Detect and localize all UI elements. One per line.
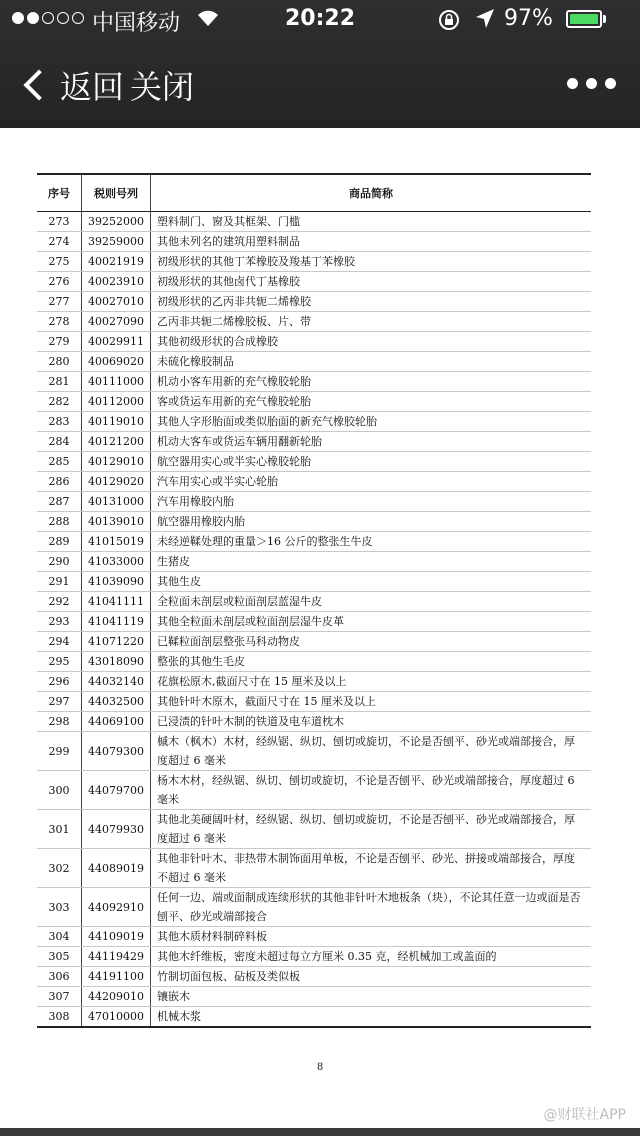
more-options-button[interactable] bbox=[567, 78, 616, 89]
page-number: 8 bbox=[316, 1062, 324, 1073]
cell-seq: 298 bbox=[37, 712, 82, 732]
cell-seq: 283 bbox=[37, 412, 82, 432]
table-row bbox=[37, 432, 591, 452]
table-row bbox=[37, 272, 591, 292]
cell-name: 其他木质材料制碎料板 bbox=[151, 927, 592, 947]
table-row bbox=[37, 292, 591, 312]
bottom-bar bbox=[0, 1128, 640, 1136]
carrier-name: 中国移动 bbox=[92, 11, 181, 36]
table-row bbox=[37, 672, 591, 692]
cell-name: 其他初级形状的合成橡胶 bbox=[151, 332, 592, 352]
cell-name: 机动小客车用新的充气橡胶轮胎 bbox=[151, 372, 592, 392]
cell-code: 40139010 bbox=[82, 512, 151, 532]
table-row bbox=[37, 512, 591, 532]
table-row bbox=[37, 392, 591, 412]
cell-code: 44079930 bbox=[82, 810, 151, 849]
table-row bbox=[37, 352, 591, 372]
cell-code: 44209010 bbox=[82, 987, 151, 1007]
cell-code: 40021919 bbox=[82, 252, 151, 272]
cell-seq: 277 bbox=[37, 292, 82, 312]
cell-name: 汽车用橡胶内胎 bbox=[151, 492, 592, 512]
cell-name: 其他生皮 bbox=[151, 572, 592, 592]
document-page bbox=[37, 173, 591, 1028]
cell-seq: 307 bbox=[37, 987, 82, 1007]
cell-name: 未硫化橡胶制品 bbox=[151, 352, 592, 372]
table-row bbox=[37, 332, 591, 352]
cell-seq: 303 bbox=[37, 888, 82, 927]
cell-code: 41041119 bbox=[82, 612, 151, 632]
table-row bbox=[37, 372, 591, 392]
table-row bbox=[37, 771, 591, 810]
cell-code: 44069100 bbox=[82, 712, 151, 732]
cell-seq: 288 bbox=[37, 512, 82, 532]
cell-seq: 274 bbox=[37, 232, 82, 252]
cell-code: 40027010 bbox=[82, 292, 151, 312]
cell-code: 39259000 bbox=[82, 232, 151, 252]
table-row bbox=[37, 967, 591, 987]
table-row bbox=[37, 612, 591, 632]
cell-name: 竹制切面包板、砧板及类似板 bbox=[151, 967, 592, 987]
status-time: 20:22 bbox=[284, 6, 356, 31]
cell-code: 40029911 bbox=[82, 332, 151, 352]
chevron-left-icon bbox=[23, 69, 54, 100]
table-row bbox=[37, 652, 591, 672]
cell-name: 花旗松原木,截面尺寸在 15 厘米及以上 bbox=[151, 672, 592, 692]
location-arrow-icon bbox=[474, 6, 496, 38]
cell-seq: 278 bbox=[37, 312, 82, 332]
cell-code: 40121200 bbox=[82, 432, 151, 452]
cell-seq: 275 bbox=[37, 252, 82, 272]
table-header-row bbox=[37, 174, 591, 212]
cell-code: 41071220 bbox=[82, 632, 151, 652]
header-product-name: 商品简称 bbox=[151, 174, 592, 212]
cell-code: 44079700 bbox=[82, 771, 151, 810]
table-row bbox=[37, 552, 591, 572]
cell-name: 其他木纤维板，密度未超过每立方厘米 0.35 克，经机械加工或盖面的 bbox=[151, 947, 592, 967]
cell-code: 44089019 bbox=[82, 849, 151, 888]
status-bar bbox=[0, 0, 640, 40]
table-row bbox=[37, 232, 591, 252]
cell-seq: 304 bbox=[37, 927, 82, 947]
cell-name: 整张的其他生毛皮 bbox=[151, 652, 592, 672]
cell-seq: 302 bbox=[37, 849, 82, 888]
back-button[interactable] bbox=[18, 62, 124, 108]
table-row bbox=[37, 532, 591, 552]
cell-name: 初级形状的乙丙非共轭二烯橡胶 bbox=[151, 292, 592, 312]
cell-code: 40129010 bbox=[82, 452, 151, 472]
cell-seq: 273 bbox=[37, 212, 82, 232]
cell-name: 镶嵌木 bbox=[151, 987, 592, 1007]
cell-seq: 282 bbox=[37, 392, 82, 412]
cell-seq: 295 bbox=[37, 652, 82, 672]
cell-code: 43018090 bbox=[82, 652, 151, 672]
table-row bbox=[37, 472, 591, 492]
cell-name: 任何一边、端或面制成连续形状的其他非针叶木地板条（块），不论其任意一边或面是否刨平、砂光或端部接合 bbox=[151, 888, 592, 927]
cell-name: 客或货运车用新的充气橡胶轮胎 bbox=[151, 392, 592, 412]
app-header bbox=[0, 0, 640, 128]
cell-code: 44032140 bbox=[82, 672, 151, 692]
cell-code: 41015019 bbox=[82, 532, 151, 552]
table-body bbox=[37, 212, 591, 1028]
table-row bbox=[37, 632, 591, 652]
cell-code: 41039090 bbox=[82, 572, 151, 592]
table-row bbox=[37, 492, 591, 512]
cell-seq: 300 bbox=[37, 771, 82, 810]
cell-code: 44191100 bbox=[82, 967, 151, 987]
cell-seq: 284 bbox=[37, 432, 82, 452]
cell-seq: 276 bbox=[37, 272, 82, 292]
cell-name: 塑料制门、窗及其框架、门槛 bbox=[151, 212, 592, 232]
table-row bbox=[37, 252, 591, 272]
cell-name: 其他未列名的建筑用塑料制品 bbox=[151, 232, 592, 252]
header-seq: 序号 bbox=[37, 174, 82, 212]
cell-code: 47010000 bbox=[82, 1007, 151, 1028]
cell-seq: 296 bbox=[37, 672, 82, 692]
cell-name: 航空器用橡胶内胎 bbox=[151, 512, 592, 532]
table-row bbox=[37, 692, 591, 712]
cell-seq: 281 bbox=[37, 372, 82, 392]
table-row bbox=[37, 412, 591, 432]
cell-seq: 299 bbox=[37, 732, 82, 771]
cell-seq: 290 bbox=[37, 552, 82, 572]
cell-code: 40069020 bbox=[82, 352, 151, 372]
header-tariff-code: 税则号列 bbox=[82, 174, 151, 212]
cell-seq: 286 bbox=[37, 472, 82, 492]
cell-code: 44109019 bbox=[82, 927, 151, 947]
cell-name: 航空器用实心或半实心橡胶轮胎 bbox=[151, 452, 592, 472]
cell-seq: 287 bbox=[37, 492, 82, 512]
battery-icon bbox=[566, 10, 602, 28]
cell-code: 41041111 bbox=[82, 592, 151, 612]
cell-name: 已浸渍的针叶木制的铁道及电车道枕木 bbox=[151, 712, 592, 732]
cell-code: 44119429 bbox=[82, 947, 151, 967]
cell-name: 机械木浆 bbox=[151, 1007, 592, 1028]
cell-name: 机动大客车或货运车辆用翻新轮胎 bbox=[151, 432, 592, 452]
cell-name: 初级形状的其他卤代丁基橡胶 bbox=[151, 272, 592, 292]
cell-code: 39252000 bbox=[82, 212, 151, 232]
nav-bar bbox=[0, 40, 640, 128]
cell-code: 44032500 bbox=[82, 692, 151, 712]
cell-code: 40119010 bbox=[82, 412, 151, 432]
cell-name: 汽车用实心或半实心轮胎 bbox=[151, 472, 592, 492]
cell-code: 44092910 bbox=[82, 888, 151, 927]
cell-seq: 301 bbox=[37, 810, 82, 849]
battery-percent: 97% bbox=[504, 6, 553, 31]
cell-name: 未经逆鞣处理的重量＞16 公斤的整张生牛皮 bbox=[151, 532, 592, 552]
watermark: @财联社APP bbox=[543, 1107, 626, 1123]
cell-code: 40131000 bbox=[82, 492, 151, 512]
cell-name: 杨木木材，经纵锯、纵切、刨切或旋切，不论是否刨平、砂光或端部接合，厚度超过 6 毫米 bbox=[151, 771, 592, 810]
cell-name: 其他北美硬阔叶材，经纵锯、纵切、刨切或旋切，不论是否刨平、砂光或端部接合，厚度超过 6 毫米 bbox=[151, 810, 592, 849]
table-row bbox=[37, 452, 591, 472]
cell-code: 40112000 bbox=[82, 392, 151, 412]
cell-code: 40023910 bbox=[82, 272, 151, 292]
cell-name: 其他全粒面未剖层或粒面剖层湿牛皮革 bbox=[151, 612, 592, 632]
cell-seq: 285 bbox=[37, 452, 82, 472]
table-row bbox=[37, 712, 591, 732]
table-row bbox=[37, 987, 591, 1007]
cell-code: 41033000 bbox=[82, 552, 151, 572]
cell-name: 已鞣粒面剖层整张马科动物皮 bbox=[151, 632, 592, 652]
cell-seq: 279 bbox=[37, 332, 82, 352]
cell-name: 生猪皮 bbox=[151, 552, 592, 572]
cell-seq: 308 bbox=[37, 1007, 82, 1028]
table-row bbox=[37, 212, 591, 232]
table-row bbox=[37, 732, 591, 771]
cell-name: 全粒面未剖层或粒面剖层蓝湿牛皮 bbox=[151, 592, 592, 612]
back-label: 返回 bbox=[60, 68, 125, 106]
close-button[interactable]: 关闭 bbox=[130, 68, 195, 106]
table-row bbox=[37, 312, 591, 332]
table-row bbox=[37, 1007, 591, 1028]
table-row bbox=[37, 810, 591, 849]
cell-seq: 291 bbox=[37, 572, 82, 592]
rotation-lock-icon bbox=[437, 8, 461, 38]
cell-name: 其他针叶木原木，截面尺寸在 15 厘米及以上 bbox=[151, 692, 592, 712]
cell-code: 40111000 bbox=[82, 372, 151, 392]
table-row bbox=[37, 849, 591, 888]
table-row bbox=[37, 888, 591, 927]
tariff-table bbox=[37, 173, 591, 1028]
cell-seq: 292 bbox=[37, 592, 82, 612]
cell-seq: 280 bbox=[37, 352, 82, 372]
cell-seq: 297 bbox=[37, 692, 82, 712]
cell-seq: 289 bbox=[37, 532, 82, 552]
cell-code: 40129020 bbox=[82, 472, 151, 492]
table-row bbox=[37, 592, 591, 612]
table-row bbox=[37, 947, 591, 967]
table-row bbox=[37, 572, 591, 592]
table-row bbox=[37, 927, 591, 947]
cell-code: 40027090 bbox=[82, 312, 151, 332]
cell-code: 44079300 bbox=[82, 732, 151, 771]
cell-seq: 305 bbox=[37, 947, 82, 967]
cell-seq: 294 bbox=[37, 632, 82, 652]
cell-name: 乙丙非共轭二烯橡胶板、片、带 bbox=[151, 312, 592, 332]
cell-name: 槭木（枫木）木材，经纵锯、纵切、刨切或旋切，不论是否刨平、砂光或端部接合，厚度超过 6 毫米 bbox=[151, 732, 592, 771]
cell-name: 初级形状的其他丁苯橡胶及羧基丁苯橡胶 bbox=[151, 252, 592, 272]
cell-name: 其他非针叶木、非热带木制饰面用单板，不论是否刨平、砂光、拼接或端部接合，厚度不超过 6 毫米 bbox=[151, 849, 592, 888]
cell-seq: 306 bbox=[37, 967, 82, 987]
cell-seq: 293 bbox=[37, 612, 82, 632]
cell-name: 其他人字形胎面或类似胎面的新充气橡胶轮胎 bbox=[151, 412, 592, 432]
